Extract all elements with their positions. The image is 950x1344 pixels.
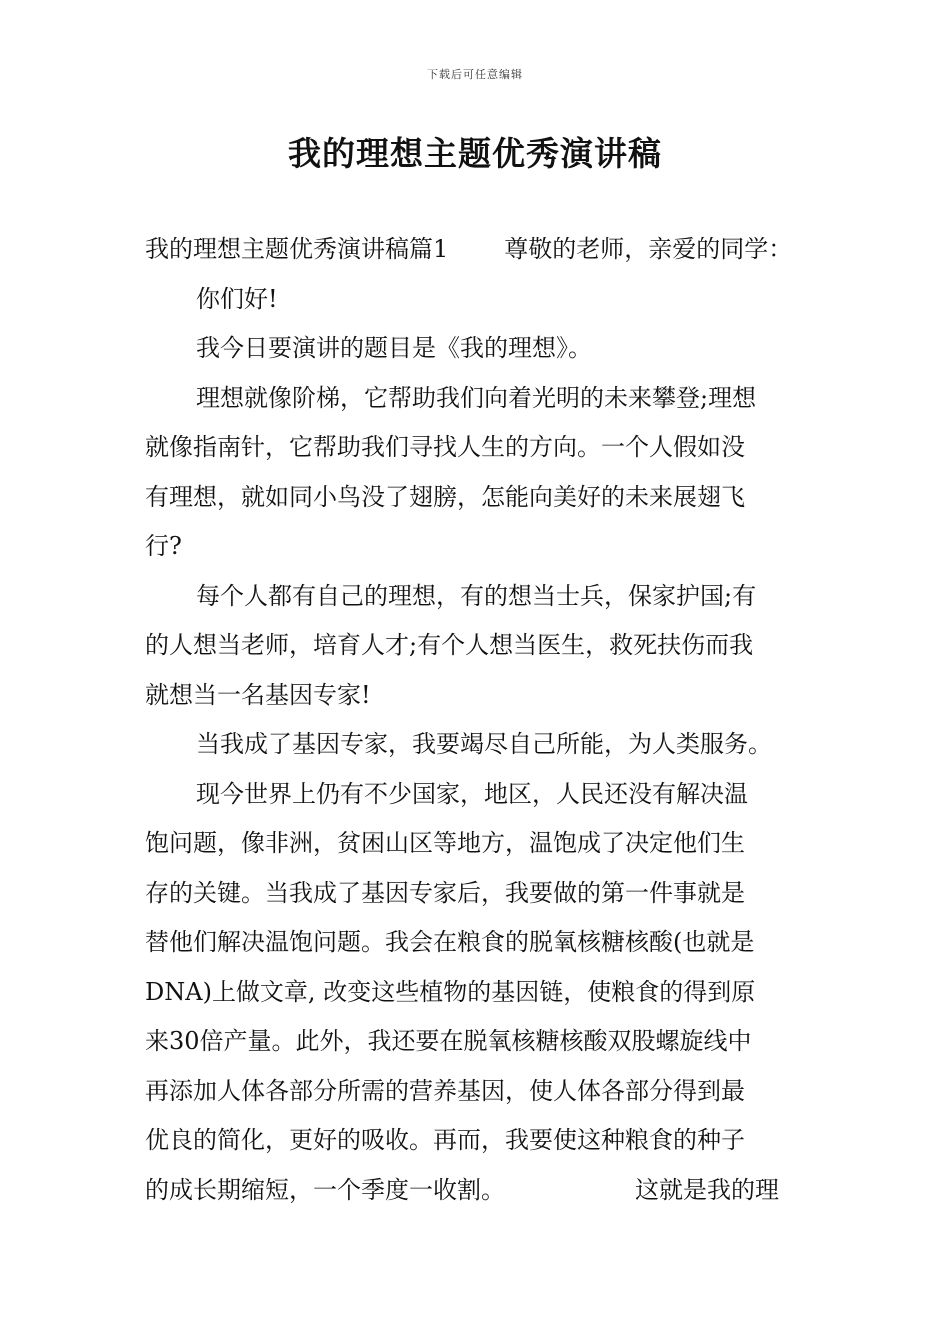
body-line-19: 优良的简化，更好的吸收。再而，我要使这种粮食的种子 xyxy=(145,1126,745,1154)
body-line-4: 理想就像阶梯，它帮助我们向着光明的未来攀登;理想 xyxy=(196,383,757,412)
document-body xyxy=(145,225,807,1215)
body-line-5: 就像指南针，它帮助我们寻找人生的方向。一个人假如没 xyxy=(145,433,745,461)
body-line-10: 就想当一名基因专家! xyxy=(145,680,371,709)
body-line-7: 行? xyxy=(145,532,182,560)
body-line-6: 有理想，就如同小鸟没了翅膀，怎能向美好的未来展翅飞 xyxy=(145,482,745,511)
body-line-14: 存的关键。当我成了基因专家后，我要做的第一件事就是 xyxy=(145,878,745,907)
salutation: 尊敬的老师，亲爱的同学： xyxy=(504,235,793,263)
body-line-1 xyxy=(145,225,807,275)
body-line-18: 再添加人体各部分所需的营养基因，使人体各部分得到最 xyxy=(145,1076,745,1105)
document-title: 我的理想主题优秀演讲稿 xyxy=(288,134,662,173)
body-line-11: 当我成了基因专家，我要竭尽自己所能，为人类服务。 xyxy=(196,730,772,758)
body-line-3: 我今日要演讲的题目是《我的理想》。 xyxy=(196,334,592,362)
body-line-20-end: 这就是我的理 xyxy=(635,1175,779,1204)
body-line-20-start: 的成长期缩短，一个季度一收割。 xyxy=(145,1175,505,1204)
body-line-17: 来30倍产量。此外，我还要在脱氧核糖核酸双股螺旋线中 xyxy=(145,1027,752,1055)
header-note: 下载后可任意编辑 xyxy=(427,68,523,81)
body-line-15: 替他们解决温饱问题。我会在粮食的脱氧核糖核酸(也就是 xyxy=(145,928,755,956)
body-line-13: 饱问题，像非洲，贫困山区等地方，温饱成了决定他们生 xyxy=(145,829,745,857)
body-line-2: 你们好! xyxy=(196,284,278,313)
body-line-9: 的人想当老师，培育人才;有个人想当医生，救死扶伤而我 xyxy=(145,631,754,659)
body-line-16: DNA)上做文章, 改变这些植物的基因链，使粮食的得到原 xyxy=(145,977,756,1006)
body-line-8: 每个人都有自己的理想，有的想当士兵，保家护国;有 xyxy=(196,581,757,610)
body-line-12: 现今世界上仍有不少国家，地区，人民还没有解决温 xyxy=(196,779,748,808)
body-line-20 xyxy=(145,1166,807,1216)
section-heading: 我的理想主题优秀演讲稿篇1 xyxy=(145,235,449,263)
